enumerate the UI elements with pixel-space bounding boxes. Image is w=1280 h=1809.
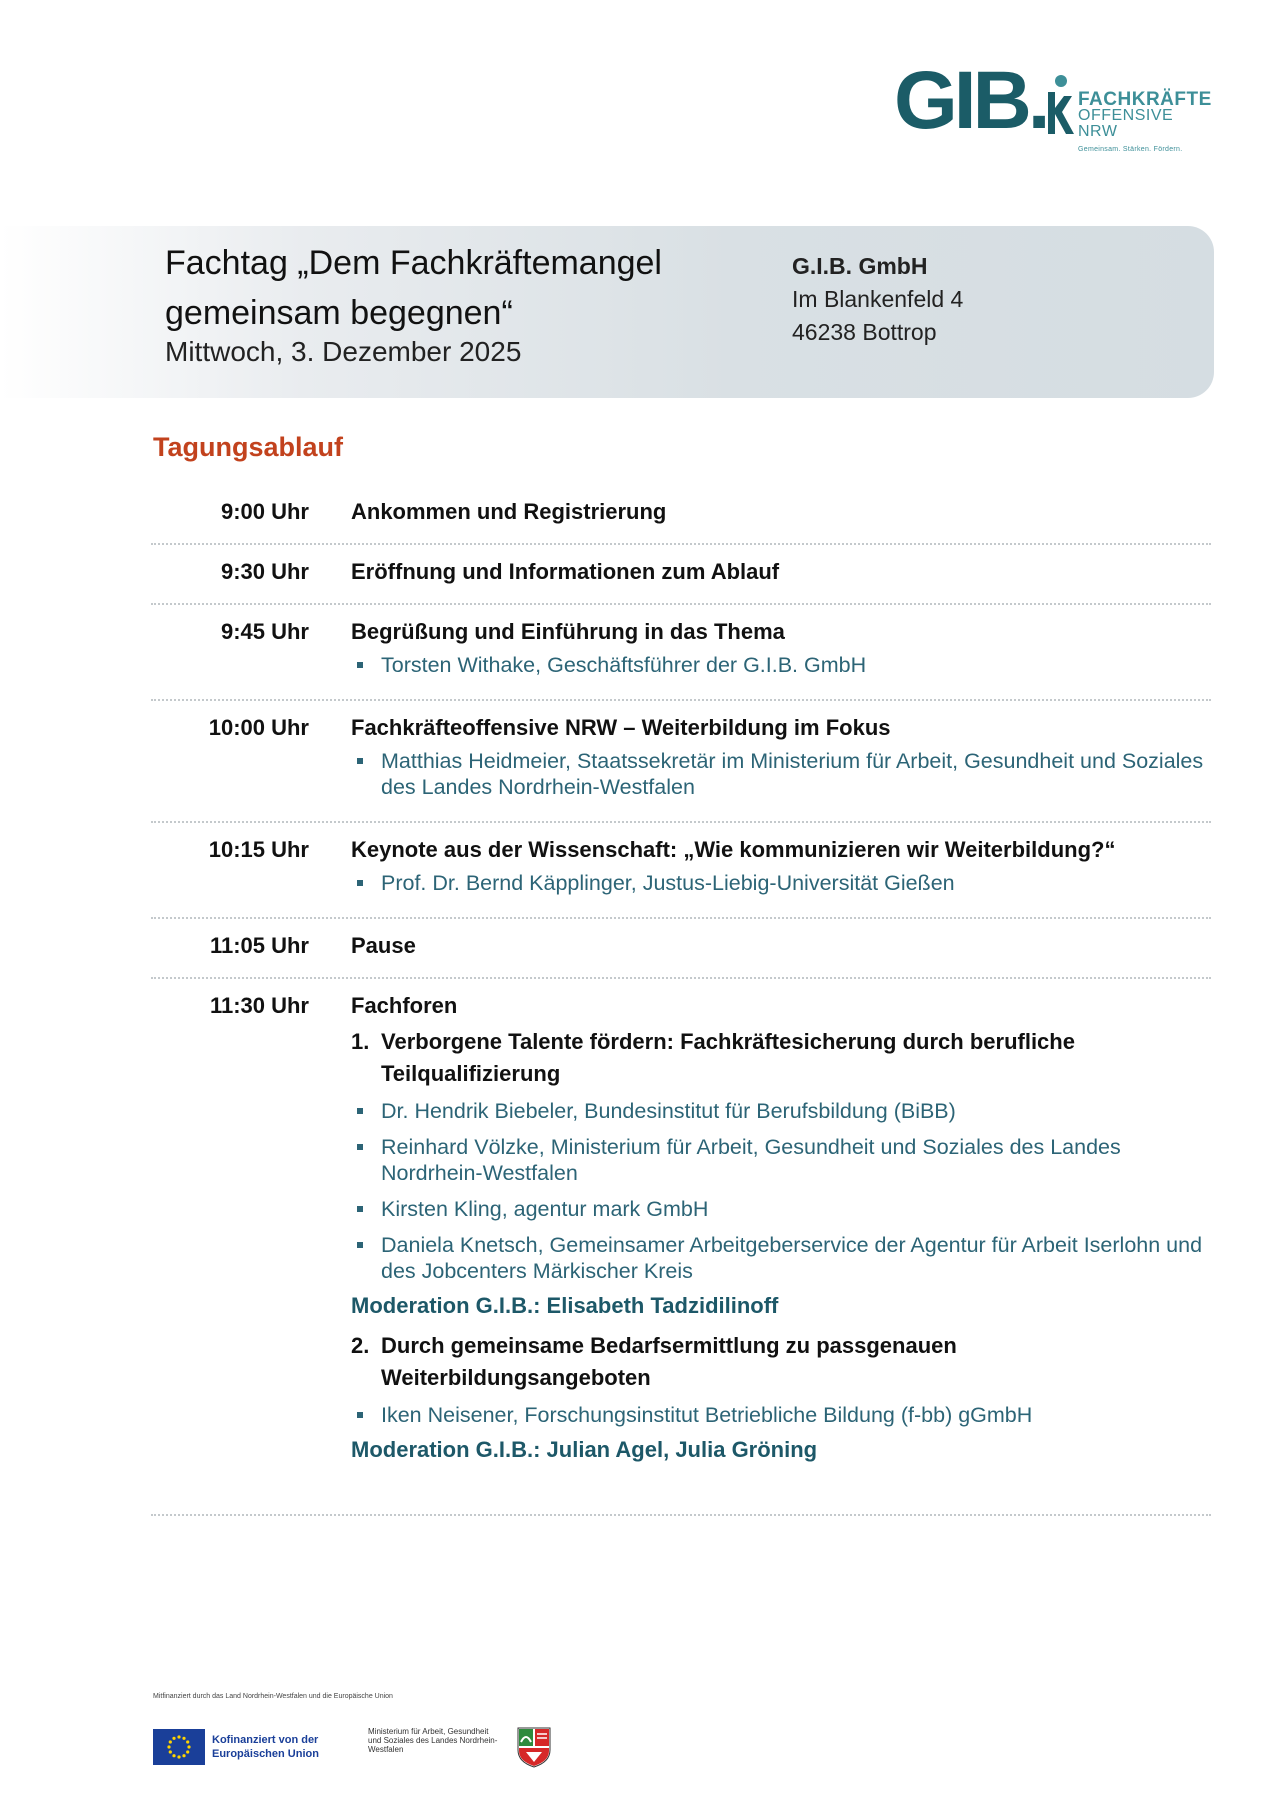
speaker-item: Prof. Dr. Bernd Käpplinger, Justus-Liebig-Universität Gießen xyxy=(351,870,1211,896)
agenda-title: Keynote aus der Wissenschaft: „Wie kommunizieren wir Weiterbildung?“ xyxy=(351,837,1116,862)
agenda-row xyxy=(151,618,1211,701)
agenda-row xyxy=(151,558,1211,605)
speaker-item: Dr. Hendrik Biebeler, Bundesinstitut für Berufsbildung (BiBB) xyxy=(351,1098,1211,1124)
speaker-item: Matthias Heidmeier, Staatssekretär im Ministerium für Arbeit, Gesundheit und Soziales des Landes Nordrhein-Westfalen xyxy=(351,748,1211,800)
forum-title-text: Durch gemeinsame Bedarfsermittlung zu passgenauen Weiterbildungsangeboten xyxy=(381,1333,957,1390)
gib-wordmark: GIB. xyxy=(894,55,1047,146)
agenda-time: 11:30 Uhr xyxy=(209,993,309,1018)
logo-fk-tagline: Gemeinsam. Stärken. Fördern. xyxy=(1078,146,1183,153)
agenda-title: Begrüßung und Einführung in das Thema xyxy=(351,619,785,644)
speaker-item: Reinhard Völzke, Ministerium für Arbeit, Gesundheit und Soziales des Landes Nordrhein-Westfalen xyxy=(351,1134,1211,1186)
gib-logo xyxy=(894,55,1214,153)
ministry-label: Ministerium für Arbeit, Gesundheit und Soziales des Landes Nordrhein-Westfalen xyxy=(368,1727,498,1754)
event-date: Mittwoch, 3. Dezember 2025 xyxy=(165,336,522,367)
speaker-item: Iken Neisener, Forschungsinstitut Betriebliche Bildung (f-bb) gGmbH xyxy=(351,1402,1211,1428)
agenda-list xyxy=(151,498,1211,1516)
event-title xyxy=(165,238,765,338)
forum-title xyxy=(351,1026,1211,1090)
agenda-time: 10:00 Uhr xyxy=(208,715,309,740)
agenda-row xyxy=(151,498,1211,545)
eu-line2: Europäischen Union xyxy=(212,1748,319,1760)
agenda-time: 11:05 Uhr xyxy=(209,933,309,958)
venue-city: 46238 Bottrop xyxy=(792,319,937,345)
funding-note: Mitfinanziert durch das Land Nordrhein-Westfalen und die Europäische Union xyxy=(153,1693,393,1700)
event-title-line1: Fachtag „Dem Fachkräftemangel xyxy=(165,244,662,282)
forum-title-text: Verborgene Talente fördern: Fachkräftesicherung durch berufliche Teilqualifizierung xyxy=(381,1029,1075,1086)
logo-fk-line2: OFFENSIVE NRW xyxy=(1078,107,1174,140)
eu-flag-icon xyxy=(153,1729,205,1765)
agenda-row xyxy=(151,714,1211,823)
forum-title xyxy=(351,1330,1211,1394)
agenda-row xyxy=(151,836,1211,919)
fachkraefte-offensive-logo xyxy=(1078,89,1214,158)
agenda-title: Ankommen und Registrierung xyxy=(351,499,667,524)
speaker-item: Kirsten Kling, agentur mark GmbH xyxy=(351,1196,1211,1222)
eu-cofunding-label xyxy=(212,1733,319,1761)
agenda-title: Fachforen xyxy=(351,993,458,1018)
forum-number: 2. xyxy=(351,1333,370,1358)
agenda-time: 9:45 Uhr xyxy=(220,619,309,644)
venue-street: Im Blankenfeld 4 xyxy=(792,286,964,312)
agenda-title: Fachkräfteoffensive NRW – Weiterbildung im Fokus xyxy=(351,715,891,740)
moderation-line: Moderation G.I.B.: Julian Agel, Julia Gröning xyxy=(351,1437,818,1462)
venue-address xyxy=(792,250,963,349)
agenda-row xyxy=(151,932,1211,979)
agenda-row xyxy=(151,992,1211,1516)
moderation-line: Moderation G.I.B.: Elisabeth Tadzidilinoff xyxy=(351,1293,779,1318)
venue-name: G.I.B. GmbH xyxy=(792,253,928,279)
speaker-item: Torsten Withake, Geschäftsführer der G.I.B. GmbH xyxy=(351,652,1211,678)
agenda-title: Eröffnung und Informationen zum Ablauf xyxy=(351,559,780,584)
agenda-time: 9:00 Uhr xyxy=(220,499,309,524)
agenda-time: 10:15 Uhr xyxy=(208,837,309,862)
event-title-line2: gemeinsam begegnen“ xyxy=(165,294,513,332)
eu-line1: Kofinanziert von der xyxy=(212,1734,319,1746)
agenda-title: Pause xyxy=(351,933,416,958)
person-figure-icon xyxy=(1044,74,1074,136)
section-title: Tagungsablauf xyxy=(153,432,344,462)
logo-fk-line1: FACHKRÄFTE xyxy=(1078,89,1212,110)
agenda-time: 9:30 Uhr xyxy=(220,559,309,584)
nrw-coat-of-arms-icon xyxy=(516,1726,552,1768)
speaker-item: Daniela Knetsch, Gemeinsamer Arbeitgeberservice der Agentur für Arbeit Iserlohn und des Jobcenters Märkischer Kreis xyxy=(351,1232,1211,1284)
forum-number: 1. xyxy=(351,1029,370,1054)
